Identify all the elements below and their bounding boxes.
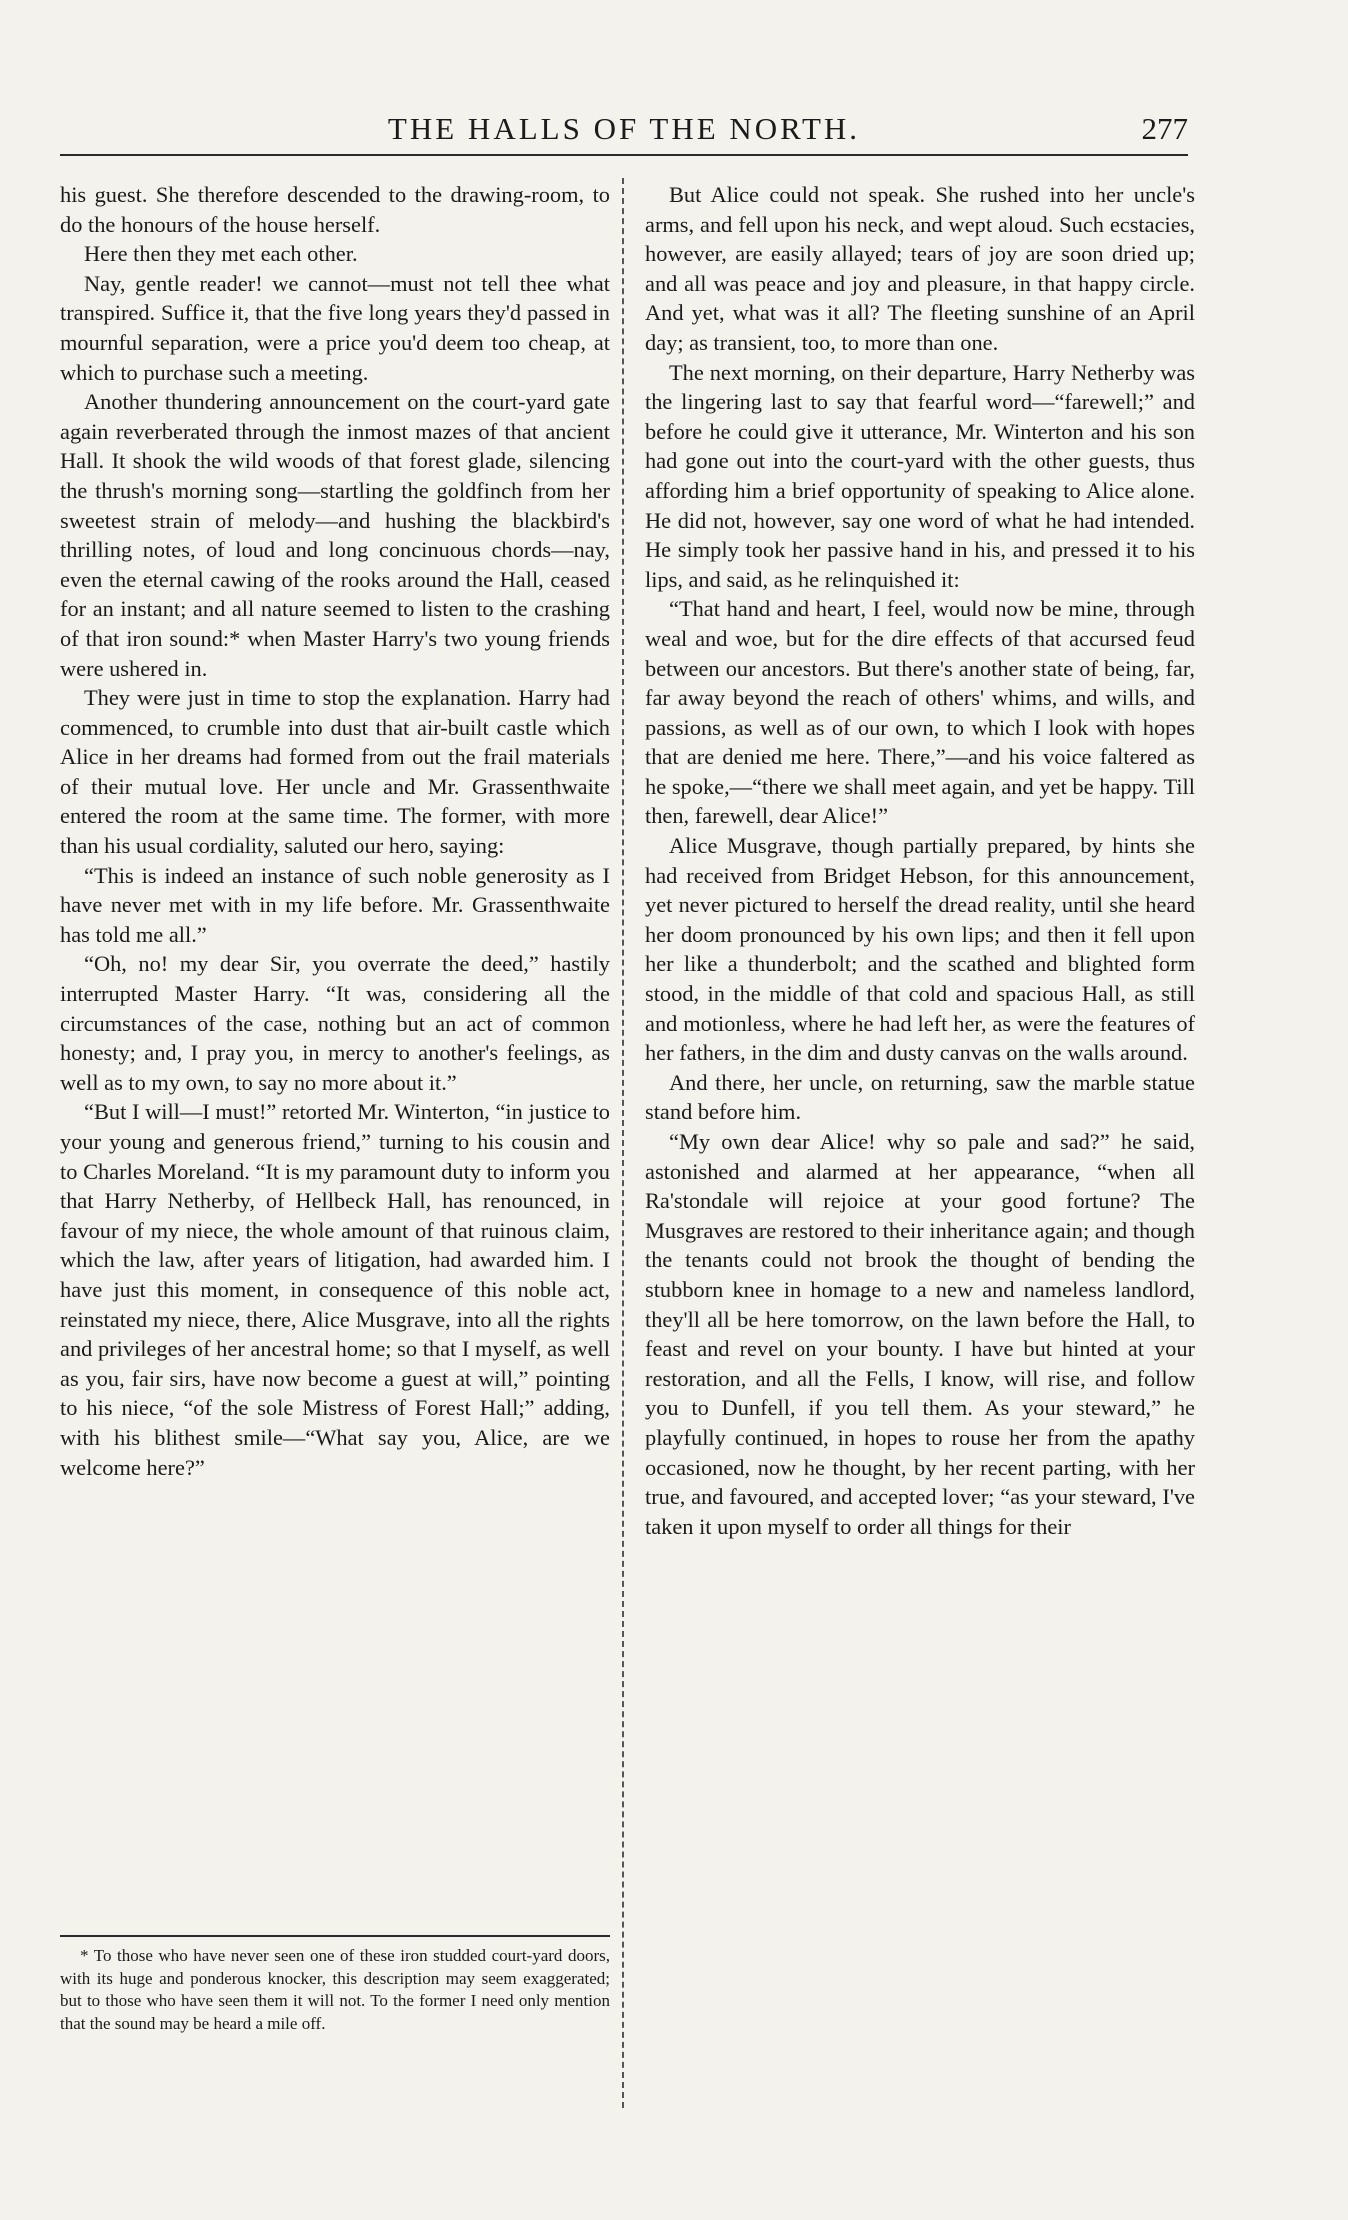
paragraph: “That hand and heart, I feel, would now be mine, through weal and woe, but for the dire effects of that accursed feud between our ancestors. But there's another state of being, far, far away beyond the reach of others' whims, and wills, and passions, as well as of our own, to which I look with hopes that are denied me here. There,”—and his voice faltered as he spoke,—“there we shall meet again, and yet be happy. Till then, farewell, dear Alice!” — [645, 596, 1195, 829]
footnote-text: * To those who have never seen one of these iron studded court-yard doors, with its huge and ponderous knocker, this description may seem exaggerated; but to those who have seen them it will not. To the former I need only mention that the sound may be heard a mile off. — [60, 1946, 610, 2033]
paragraph: And there, her uncle, on returning, saw the marble statue stand before him. — [645, 1069, 1195, 1125]
paragraph: Nay, gentle reader! we cannot—must not tell thee what transpired. Suffice it, that the five long years they'd passed in mournful separation, were a price you'd deem too cheap, at which to purchase such a meeting. — [60, 270, 610, 385]
paragraph: Here then they met each other. — [84, 241, 358, 267]
right-column — [645, 180, 1195, 2100]
paragraph: Another thundering announcement on the court-yard gate again reverberated through the inmost mazes of that ancient Hall. It shook the wild woods of that forest glade, silencing the thrush's morning song—startling the goldfinch from her sweetest strain of melody—and hushing the blackbird's thrilling notes, of loud and long concinuous chords—nay, even the eternal cawing of the rooks around the Hall, ceased for an instant; and all nature seemed to listen to the crashing of that iron sound:* when Master Harry's two young friends were ushered in. — [60, 389, 610, 681]
footnote-rule — [60, 1935, 610, 1937]
paragraph: They were just in time to stop the explanation. Harry had commenced, to crumble into dust that air-built castle which Alice in her dreams had formed from out the frail materials of their mutual love. Her uncle and Mr. Grassenthwaite entered the room at the same time. The former, with more than his usual cordiality, saluted our hero, saying: — [60, 685, 610, 859]
paragraph: his guest. She therefore descended to the drawing-room, to do the honours of the house herself. — [60, 182, 610, 237]
paragraph: “This is indeed an instance of such noble generosity as I have never met with in my life before. Mr. Grassenthwaite has told me all.” — [60, 862, 610, 947]
paragraph: But Alice could not speak. She rushed into her uncle's arms, and fell upon his neck, and wept aloud. Such ecstacies, however, are easily allayed; tears of joy are soon dried up; and all was peace and joy and pleasure, in that happy circle. And yet, what was it all? The fleeting sunshine of an April day; as transient, too, to more than one. — [645, 182, 1195, 355]
page-header — [60, 104, 1188, 156]
running-title: THE HALLS OF THE NORTH. — [387, 111, 861, 146]
left-column — [60, 180, 610, 1880]
paragraph: “Oh, no! my dear Sir, you overrate the deed,” hastily interrupted Master Harry. “It was, considering all the circumstances of the case, nothing but an act of common honesty; and, I pray you, in mercy to another's feelings, as well as to my own, to say no more about it.” — [60, 951, 610, 1095]
paragraph: Alice Musgrave, though partially prepared, by hints she had received from Bridget Hebson, for this announcement, yet never pictured to herself the dread reality, until she heard her doom pronounced by his own lips; and then it fell upon her like a thunderbolt; and the scathed and blighted form stood, in the middle of that cold and spacious Hall, as still and motionless, where he had left her, as were the features of her fathers, in the dim and dusty canvas on the walls around. — [645, 833, 1195, 1066]
page-number: 277 — [1141, 111, 1188, 146]
paragraph: “But I will—I must!” retorted Mr. Winterton, “in justice to your young and generous friend,” turning to his cousin and to Charles Moreland. “It is my paramount duty to inform you that Harry Netherby, of Hellbeck Hall, has renounced, in favour of my niece, the whole amount of that ruinous claim, which the law, after years of litigation, had awarded him. I have just this moment, in consequence of this noble act, reinstated my niece, there, Alice Musgrave, into all the rights and privileges of her ancestral home; so that I myself, as well as you, fair sirs, have now become a guest at will,” pointing to his niece, “of the sole Mistress of Forest Hall;” adding, with his blithest smile—“What say you, Alice, are we welcome here?” — [60, 1099, 610, 1480]
paragraph: The next morning, on their departure, Harry Netherby was the lingering last to say that fearful word—“farewell;” and before he could give it utterance, Mr. Winterton and his son had gone out into the court-yard with the other guests, thus affording him a brief opportunity of speaking to Alice alone. He did not, however, say one word of what he had intended. He simply took her passive hand in his, and pressed it to his lips, and said, as he relinquished it: — [645, 359, 1195, 592]
paragraph: “My own dear Alice! why so pale and sad?” he said, astonished and alarmed at her appearance, “when all Ra'stondale will rejoice at your good fortune? The Musgraves are restored to their inheritance again; and though the tenants could not brook the thought of bending the stubborn knee in homage to a new and nameless landlord, they'll all be here tomorrow, on the lawn before the Hall, to feast and revel on your bounty. I have but hinted at your restoration, and all the Fells, I know, will rise, and follow you to Dunfell, if you tell them. As your steward,” he playfully continued, in hopes to rouse her from the apathy occasioned, now he thought, by her recent parting, with her true, and favoured, and accepted lover; “as your steward, I've taken it upon myself to order all things for their — [645, 1129, 1195, 1539]
footnote — [60, 1945, 610, 2035]
column-divider — [622, 178, 624, 2108]
